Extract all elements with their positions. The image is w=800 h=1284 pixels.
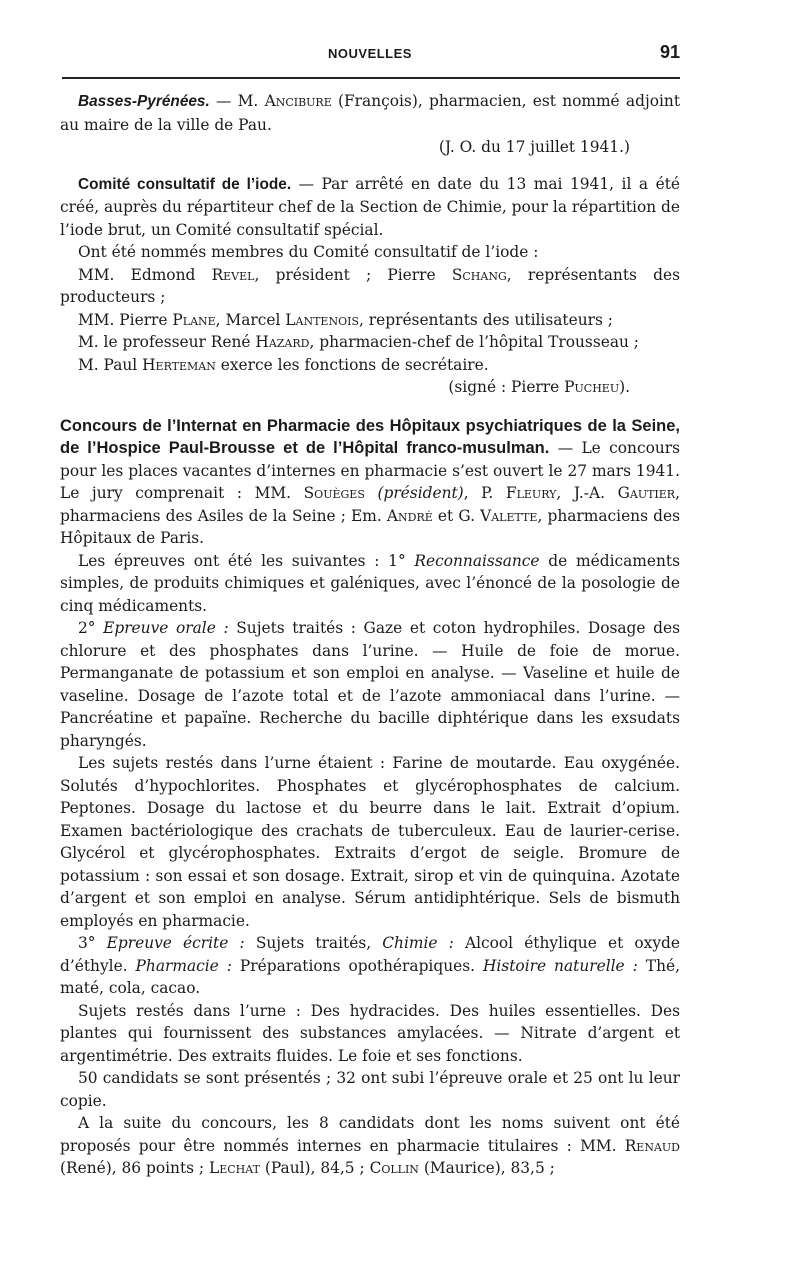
person-name: Souèges (303, 484, 365, 502)
member-line: M. le professeur René Hazard, pharmacien-chef de l’hôpital Trousseau ; (78, 333, 639, 351)
person-name: Valette (480, 506, 538, 525)
person-name: Fleury (505, 484, 557, 502)
member-line: MM. Pierre Plane, Marcel Lantenois, représentants des utilisateurs ; (78, 310, 613, 329)
paragraph: Les sujets restés dans l’urne étaient : Farine de moutarde. Eau oxygénée. Solutés d’hypochlorites. Phosphates et glycérophosphates de calcium. Peptones. Dosage du lactose et du beurre dans le lait. Extrait d’opium. Examen bactériologique des crachats de tuberculeux. Eau de laurier-cerise. Glycérol et glycérophosphates. Extraits d’ergot de seigle. Bromure de potassium : son essai et son dosage. Extrait, sirop et vin de quinquina. Azotate d’argent et son emploi en analyse. Sérum antidiphtérique. Sels de bismuth employés en pharmacie. (60, 754, 680, 930)
paragraph: A la suite du concours, les 8 candidats dont les noms suivent ont été proposés pour être nommés internes en pharmacie titulaires : MM. Renaud (René), 86 points ; Lechat (Paul), 84,5 ; Collin (Maurice), 83,5 ; (60, 1114, 680, 1177)
person-name: Renaud (624, 1136, 680, 1155)
paragraph: 2° Epreuve orale : Sujets traités : Gaze et coton hydrophiles. Dosage des chlorure et des phosphates dans l’urine. — Huile de foie de morue. Permanganate de potassium et son emploi en analyse. — Vaseline et huile de vaseline. Dosage de l’azote total et de l’azote ammoniacal dans l’urine. — Pancréatine et papaïne. Recherche du bacille diphtérique dans les exsudats pharyngés. (60, 619, 680, 750)
person-name: Herteman (142, 355, 216, 374)
paragraph: Sujets restés dans l’urne : Des hydracides. Des huiles essentielles. Des plantes qui fournissent des substances amylacées. — Nitrate d’argent et argentimétrie. Des extraits fluides. Le foie et ses fonctions. (60, 1001, 680, 1065)
paragraph: Ont été nommés membres du Comité consultatif de l’iode : (78, 243, 539, 261)
member-line: MM. Edmond Revel, président ; Pierre Schang, représentants des producteurs ; (60, 265, 680, 306)
person-name: Pucheu (564, 378, 620, 396)
section-basses-pyrenees: Basses-Pyrénées. — M. Ancibure (François), pharmacien, est nommé adjoint au maire de la ville de Pau. (60, 92, 681, 134)
person-name: Schang (451, 265, 507, 284)
running-title: NOUVELLES (328, 46, 412, 61)
section-title: Concours de l’Internat en Pharmacie des Hôpitaux psychiatriques de la Seine, de l’Hospice Paul-Brousse et de l’Hôpital franco-musulman. (60, 416, 680, 457)
header-rule (62, 77, 680, 79)
page-body (60, 90, 680, 1180)
person-name: Hazard (255, 333, 310, 351)
member-line: M. Paul Herteman exerce les fonctions de secrétaire. (78, 355, 489, 374)
person-name: Ancibure (264, 92, 332, 110)
person-name: Plane (172, 310, 216, 329)
section-title: Comité consultatif de l’iode. (78, 175, 292, 193)
person-name: Collin (369, 1159, 419, 1177)
section-comite-iode: Comité consultatif de l’iode. — Par arrêté en date du 13 mai 1941, il a été créé, auprès du répartiteur chef de la Section de Chimie, pour la répartition de l’iode brut, un Comité consultatif spécial. (60, 174, 680, 239)
paragraph: 50 candidats se sont présentés ; 32 ont subi l’épreuve orale et 25 ont lu leur copie. (60, 1069, 680, 1110)
person-name: André (386, 506, 433, 525)
person-name: Gautier (617, 484, 676, 502)
section-title: Basses-Pyrénées. (78, 93, 210, 110)
page-number: 91 (659, 42, 680, 62)
source-reference: (J. O. du 17 juillet 1941.) (438, 138, 630, 156)
person-name: Lechat (209, 1159, 260, 1177)
person-name: Lantenois (285, 310, 359, 329)
person-name: Revel (211, 265, 255, 284)
paragraph: 3° Epreuve écrite : Sujets traités, Chimie : Alcool éthylique et oxyde d’éthyle. Pharmacie : Préparations opothérapiques. Histoire naturelle : Thé, maté, cola, cacao. (60, 934, 680, 997)
signature-line: (signé : Pierre Pucheu). (448, 378, 630, 396)
page-header (60, 38, 680, 78)
section-concours-internat: Concours de l’Internat en Pharmacie des Hôpitaux psychiatriques de la Seine, de l’Hospice Paul-Brousse et de l’Hôpital franco-musulman. — Le concours pour les places vacantes d’internes en pharmacie s’est ouvert le 27 mars 1941. Le jury comprenait : MM. Souèges (président), P. Fleury, J.-A. Gautier, pharmaciens des Asiles de la Seine ; Em. André et G. Valette, pharmaciens des Hôpitaux de Paris. (60, 416, 681, 547)
paragraph: Les épreuves ont été les suivantes : 1° Reconnaissance de médicaments simples, de produits chimiques et galéniques, avec l’énoncé de la posologie de cinq médicaments. (60, 551, 680, 615)
